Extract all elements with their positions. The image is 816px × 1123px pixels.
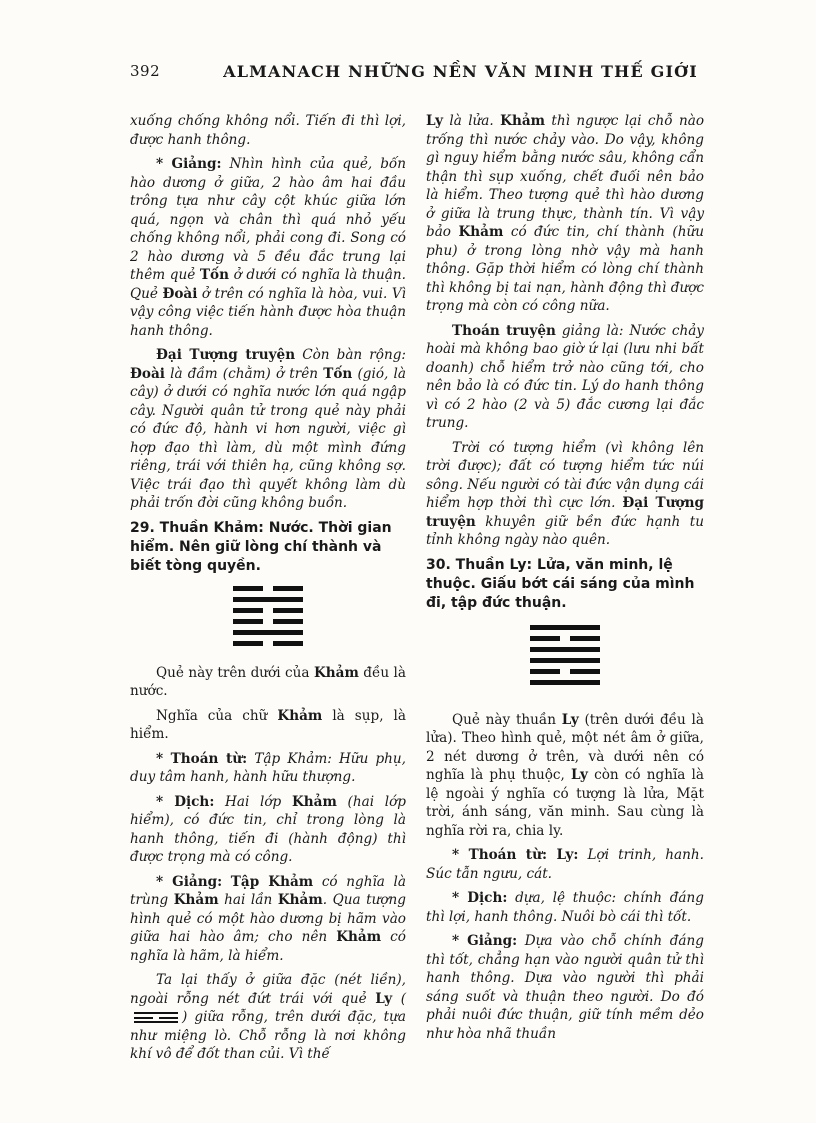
label-giang: * Giảng: [156, 156, 222, 172]
term: Khảm [173, 892, 219, 908]
label-giang: * Giảng: [452, 933, 518, 949]
term: Ly [570, 767, 588, 783]
paragraph [130, 346, 406, 513]
paragraph [130, 664, 406, 701]
paragraph [130, 971, 406, 1064]
text: . Qua tượng hình quẻ có một hào dương bị hãm vào giữa hai hào âm; cho nên [130, 892, 406, 945]
text: dựa, lệ thuộc: chính đáng thì lợi, hanh thông. Nuôi bò cái thì tốt. [426, 890, 704, 925]
label-thoan-tu: * Thoán từ: Ly: [452, 847, 579, 863]
paragraph [426, 846, 704, 883]
text: thì ngược lại chỗ nào trống thì nước chảy vào. Do vậy, không gì nguy hiểm bằng nước sâu, không cẩn thận thì sụp xuống, chết đuối nên bảo là hiểm. Theo tượng quẻ thì hào dương ở giữa là trung thực, thành tín. Vì vậy bảo [426, 113, 705, 240]
label-dich: * Dịch: [452, 890, 508, 906]
text: ( [400, 990, 407, 1007]
text: Nhìn hình của quẻ, bốn hào dương ở giữa, 2 hào âm hai đầu trông tựa như cây cột khúc giữa lớn quá, ngọn và chân thì quá nhỏ yếu chống không nổi, phải cong đi. Song có 2 hào dương và 5 đều đắc trung lại thêm quẻ [130, 156, 406, 283]
page-header [0, 56, 816, 86]
left-column [130, 112, 406, 1070]
page-number: 392 [130, 62, 161, 80]
paragraph [130, 873, 406, 966]
text: ở trên có nghĩa là hòa, vui. Vì vậy công việc tiến hành được hòa thuận hanh thông. [130, 285, 406, 339]
term: Khảm [291, 793, 337, 810]
hexagram-kham-icon [233, 586, 303, 646]
term: Khảm [277, 892, 323, 908]
term: Ly [426, 113, 443, 129]
right-column [426, 112, 704, 1049]
text: Hai lớp [225, 793, 282, 810]
term: Khảm [458, 224, 504, 240]
text: Nghĩa của chữ [156, 707, 268, 724]
text: Lợi trinh, hanh. Súc tẫn ngưu, cát. [426, 847, 704, 882]
label-dich: * Dịch: [156, 793, 215, 810]
text: ) giữa rỗng, trên dưới đặc, tựa như miệng lò. Chỗ rỗng là nơi không khí vô để đốt than củi. Vì thế [130, 1009, 406, 1062]
paragraph [426, 439, 704, 550]
term: Ly [375, 990, 393, 1007]
section-heading-30: 30. Thuần Ly: Lửa, văn minh, lệ thuộc. Giấu bớt cái sáng của mình đi, tập đức thuận. [426, 556, 695, 611]
term: Khảm [277, 707, 323, 724]
text: có nghĩa là trùng [130, 873, 406, 908]
term: Đoài [130, 365, 165, 382]
text: có nghĩa là hãm, là hiểm. [130, 929, 406, 964]
text: là sụp, là hiểm. [130, 707, 406, 742]
text: (hai lớp hiểm), có đức tin, chỉ trong lòng là hanh thông, tiến đi (hành động) thì được trọng mà có công. [130, 793, 406, 865]
term: Đoài [162, 285, 198, 302]
text: Còn bàn rộng: [302, 347, 407, 363]
term: Khảm [313, 664, 359, 681]
text: (gió, là cây) ở dưới có nghĩa nước lớn quá ngập cây. Người quân tử trong quẻ này phải có đức độ, hành vi hơn người, việc gì hợp đạo thì làm, dù một mình đứng riêng, trái với thiên hạ, cũng không sợ. Việc trái đạo thì quyết không làm dù phải trốn đời cũng không buồn. [130, 365, 406, 511]
paragraph [426, 932, 704, 1043]
paragraph [130, 707, 406, 744]
label-giang: * Giảng: [156, 873, 223, 890]
paragraph [426, 889, 704, 926]
text: Trời có tượng hiểm (vì không lên trời được); đất có tượng hiểm tức núi sông. Nếu người có tài đức vận dụng cái hiểm hợp thời thì cực lớn. [426, 439, 704, 511]
text: (trên dưới đều là lửa). Theo hình quẻ, một nét âm ở giữa, 2 nét dương ở trên, và dưới nên có nghĩa là phụ thuộc, [426, 711, 704, 783]
text: khuyên giữ bền đức hạnh tu tỉnh không ngày nào quên. [426, 513, 704, 548]
text: là lửa. [449, 113, 494, 129]
hexagram-ly-icon [530, 625, 600, 685]
paragraph: xuống chống không nổi. Tiến đi thì lợi, được hanh thông. [130, 113, 406, 148]
text: Quẻ này trên dưới của [156, 664, 310, 681]
text: đều là nước. [130, 664, 406, 699]
text: có đức tin, chí thành (hữu phu) ở trong lòng nhờ vậy mà hanh thông. Gặp thời hiểm có lòng chí thành thì không bị tai nạn, hành động thì được trọng mà còn có công nữa. [426, 224, 704, 314]
running-title: ALMANACH NHỮNG NỀN VĂN MINH THẾ GIỚI [223, 62, 698, 81]
text: là đầm (chằm) ở trên [170, 365, 319, 382]
paragraph [426, 711, 704, 841]
term: Ly [561, 711, 579, 728]
label-thoan-truyen: Thoán truyện [452, 322, 556, 339]
text: Ta lại thấy ở giữa đặc (nét liền), ngoài rỗng nét đứt trái với quẻ [130, 972, 406, 1007]
term: Tốn [199, 267, 229, 283]
label-dai-tuong: Đại Tượng truyện [156, 347, 296, 363]
text: Quẻ này thuần [452, 711, 557, 728]
paragraph [426, 112, 704, 316]
text: giảng là: Nước chảy hoài mà không bao giờ ứ lại (lưu nhi bất doanh) chỗ hiểm trở nào cũng tới, cho nên bảo là có đức tin. Lý do hanh thông vì có 2 hào (2 và 5) đắc cương lại đắc trung. [426, 322, 704, 431]
text: Tập Khảm: Hữu phụ, duy tâm hanh, hành hữu thượng. [130, 750, 406, 785]
term: Tốn [323, 365, 353, 382]
text: hai lần [224, 892, 273, 908]
term: Khảm [500, 113, 546, 129]
paragraph [130, 155, 406, 340]
paragraph [130, 793, 406, 867]
trigram-ly-icon [134, 1012, 178, 1023]
text: ở dưới có nghĩa là thuận. Quẻ [130, 267, 406, 302]
label-thoan-tu: * Thoán từ: [156, 750, 248, 767]
paragraph [130, 750, 406, 787]
term: Khảm [336, 929, 382, 945]
section-heading-29: 29. Thuần Khảm: Nước. Thời gian hiểm. Nên giữ lòng chí thành và biết tòng quyền. [130, 519, 392, 574]
text: Dựa vào chỗ chính đáng thì tốt, chẳng hạn vào người quân tử thì hanh thông. Dựa vào người thì phải sáng suốt và thuận theo người. Do đó phải nuôi đức thuận, giữ tính mềm dẻo như hòa nhã thuần [426, 933, 704, 1042]
paragraph [426, 322, 704, 433]
term: Đại Tượng truyện [426, 495, 705, 530]
text: còn có nghĩa là lệ ngoài ý nghĩa có tượng là lửa, Mặt trời, ánh sáng, văn minh. Sau cùng là nghĩa rời ra, chia ly. [426, 767, 704, 839]
term: Tập Khảm [230, 873, 314, 890]
